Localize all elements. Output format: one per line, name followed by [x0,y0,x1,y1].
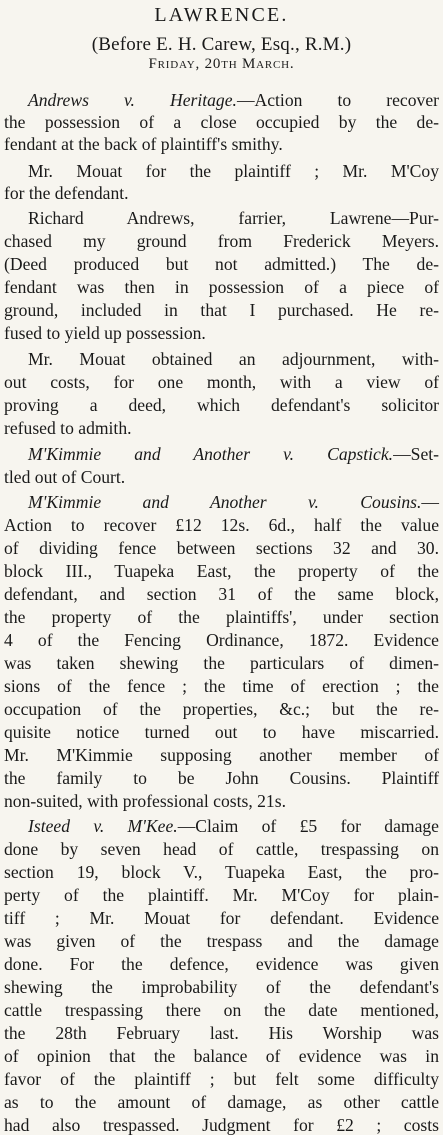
line-text: — [421,492,439,512]
case-name: M'Kimmie and Another v. Cousins. [28,492,422,512]
text-line [0,632,443,650]
text-line [0,114,443,132]
line-text: the 28th February last. His Worship was [4,1023,439,1043]
line-text: the possession of a close occupied by the de- [4,112,439,132]
text-line [0,1117,443,1135]
line-text: fused to yield up possession. [4,323,206,343]
line-text: —Set- [393,444,439,464]
line-text: block III., Tuapeka East, the property of the [4,561,439,581]
text-line [0,956,443,974]
line-text: ground, included in that I purchased. He re- [4,300,439,320]
text-line [0,325,443,343]
text-line [0,818,443,836]
line-text: occupation of the properties, &c.; but the re- [4,699,439,719]
text-line [0,1071,443,1089]
court-subtitle: (Before E. H. Carew, Esq., R.M.) [91,34,352,55]
line-text: section 19, block V., Tuapeka East, the pro- [4,862,439,882]
text-line [0,469,443,487]
text-line [0,979,443,997]
line-text: 4 of the Fencing Ordinance, 1872. Evidence [4,630,439,650]
line-text: quisite notice turned out to have miscarried. [4,722,439,742]
text-line [0,1094,443,1112]
line-text: cattle trespassing there on the date mentioned, [4,1000,439,1020]
text-line [0,1025,443,1043]
text-line [0,655,443,673]
line-text: done. For the defence, evidence was given [4,954,439,974]
line-text: non-suited, with professional costs, 21s. [4,791,286,811]
text-line [0,351,443,369]
text-line [0,397,443,415]
text-line [0,233,443,251]
line-text: was taken shewing the particulars of dimen- [4,653,439,673]
text-line [0,136,443,154]
case-name: M'Kimmie and Another v. Capstick. [28,444,394,464]
text-line [0,256,443,274]
text-line [0,374,443,392]
line-text: was given of the trespass and the damage [4,931,439,951]
text-line [0,586,443,604]
text-line [0,864,443,882]
line-text: fendant at the back of plaintiff's smithy. [4,134,283,154]
line-text: Action to recover £12 12s. 6d., half the value [4,515,439,535]
text-line [0,279,443,297]
text-line [0,92,443,110]
text-line [0,793,443,811]
text-line [0,540,443,558]
line-text: Richard Andrews, farrier, Lawrene—Pur- [28,208,439,228]
line-text: proving a deed, which defendant's solicitor [4,395,439,415]
text-line [0,1048,443,1066]
line-text: the family to be John Cousins. Plaintiff [4,768,439,788]
text-line [0,609,443,627]
text-line [0,446,443,464]
text-line [0,747,443,765]
line-text: —Action to recover [236,90,440,110]
text-line [0,770,443,788]
line-text: done by seven head of cattle, trespassing on [4,839,439,859]
line-text: as to the amount of damage, as other cattle [4,1092,439,1112]
line-text: Mr. Mouat obtained an adjournment, with- [28,349,439,369]
line-text: of dividing fence between sections 32 and 30. [4,538,439,558]
line-text: out costs, for one month, with a view of [4,372,439,392]
line-text: tled out of Court. [4,467,126,487]
text-line [0,887,443,905]
text-line [0,678,443,696]
line-text: chased my ground from Frederick Meyers. [4,231,439,251]
text-line [0,724,443,742]
line-text: —Claim of £5 for damage [177,816,439,836]
case-name: Isteed v. M'Kee. [28,816,178,836]
line-text: of opinion that the balance of evidence was in [4,1046,439,1066]
text-line [0,517,443,535]
line-text: sions of the fence ; the time of erection ; the [4,676,439,696]
line-text: refused to admith. [4,418,132,438]
section-title: LAWRENCE. [154,4,289,26]
line-text: shewing the improbability of the defendant's [4,977,439,997]
text-line [0,163,443,181]
text-line [0,420,443,438]
line-text: Mr. M'Kimmie supposing another member of [4,745,439,765]
line-text: favor of the plaintiff ; but felt some difficulty [4,1069,439,1089]
line-text: fendant was then in possession of a piece of [4,277,439,297]
text-line [0,841,443,859]
line-text: for the defendant. [4,183,129,203]
text-line [0,210,443,228]
line-text: perty of the plaintiff. Mr. M'Coy for plain- [4,885,439,905]
line-text: (Deed produced but not admitted.) The de- [4,254,439,274]
text-line [0,701,443,719]
line-text: had also trespassed. Judgment for £2 ; costs [4,1115,439,1135]
text-line [0,910,443,928]
text-line [0,1002,443,1020]
court-date: Friday, 20th March. [148,56,295,72]
line-text: Mr. Mouat for the plaintiff ; Mr. M'Coy [28,161,439,181]
line-text: defendant, and section 31 of the same block, [4,584,439,604]
text-line [0,933,443,951]
text-line [0,494,443,512]
text-line [0,185,443,203]
text-line [0,302,443,320]
case-name: Andrews v. Heritage. [28,90,237,110]
line-text: tiff ; Mr. Mouat for defendant. Evidence [4,908,439,928]
line-text: the property of the plaintiffs', under section [4,607,439,627]
text-line [0,563,443,581]
